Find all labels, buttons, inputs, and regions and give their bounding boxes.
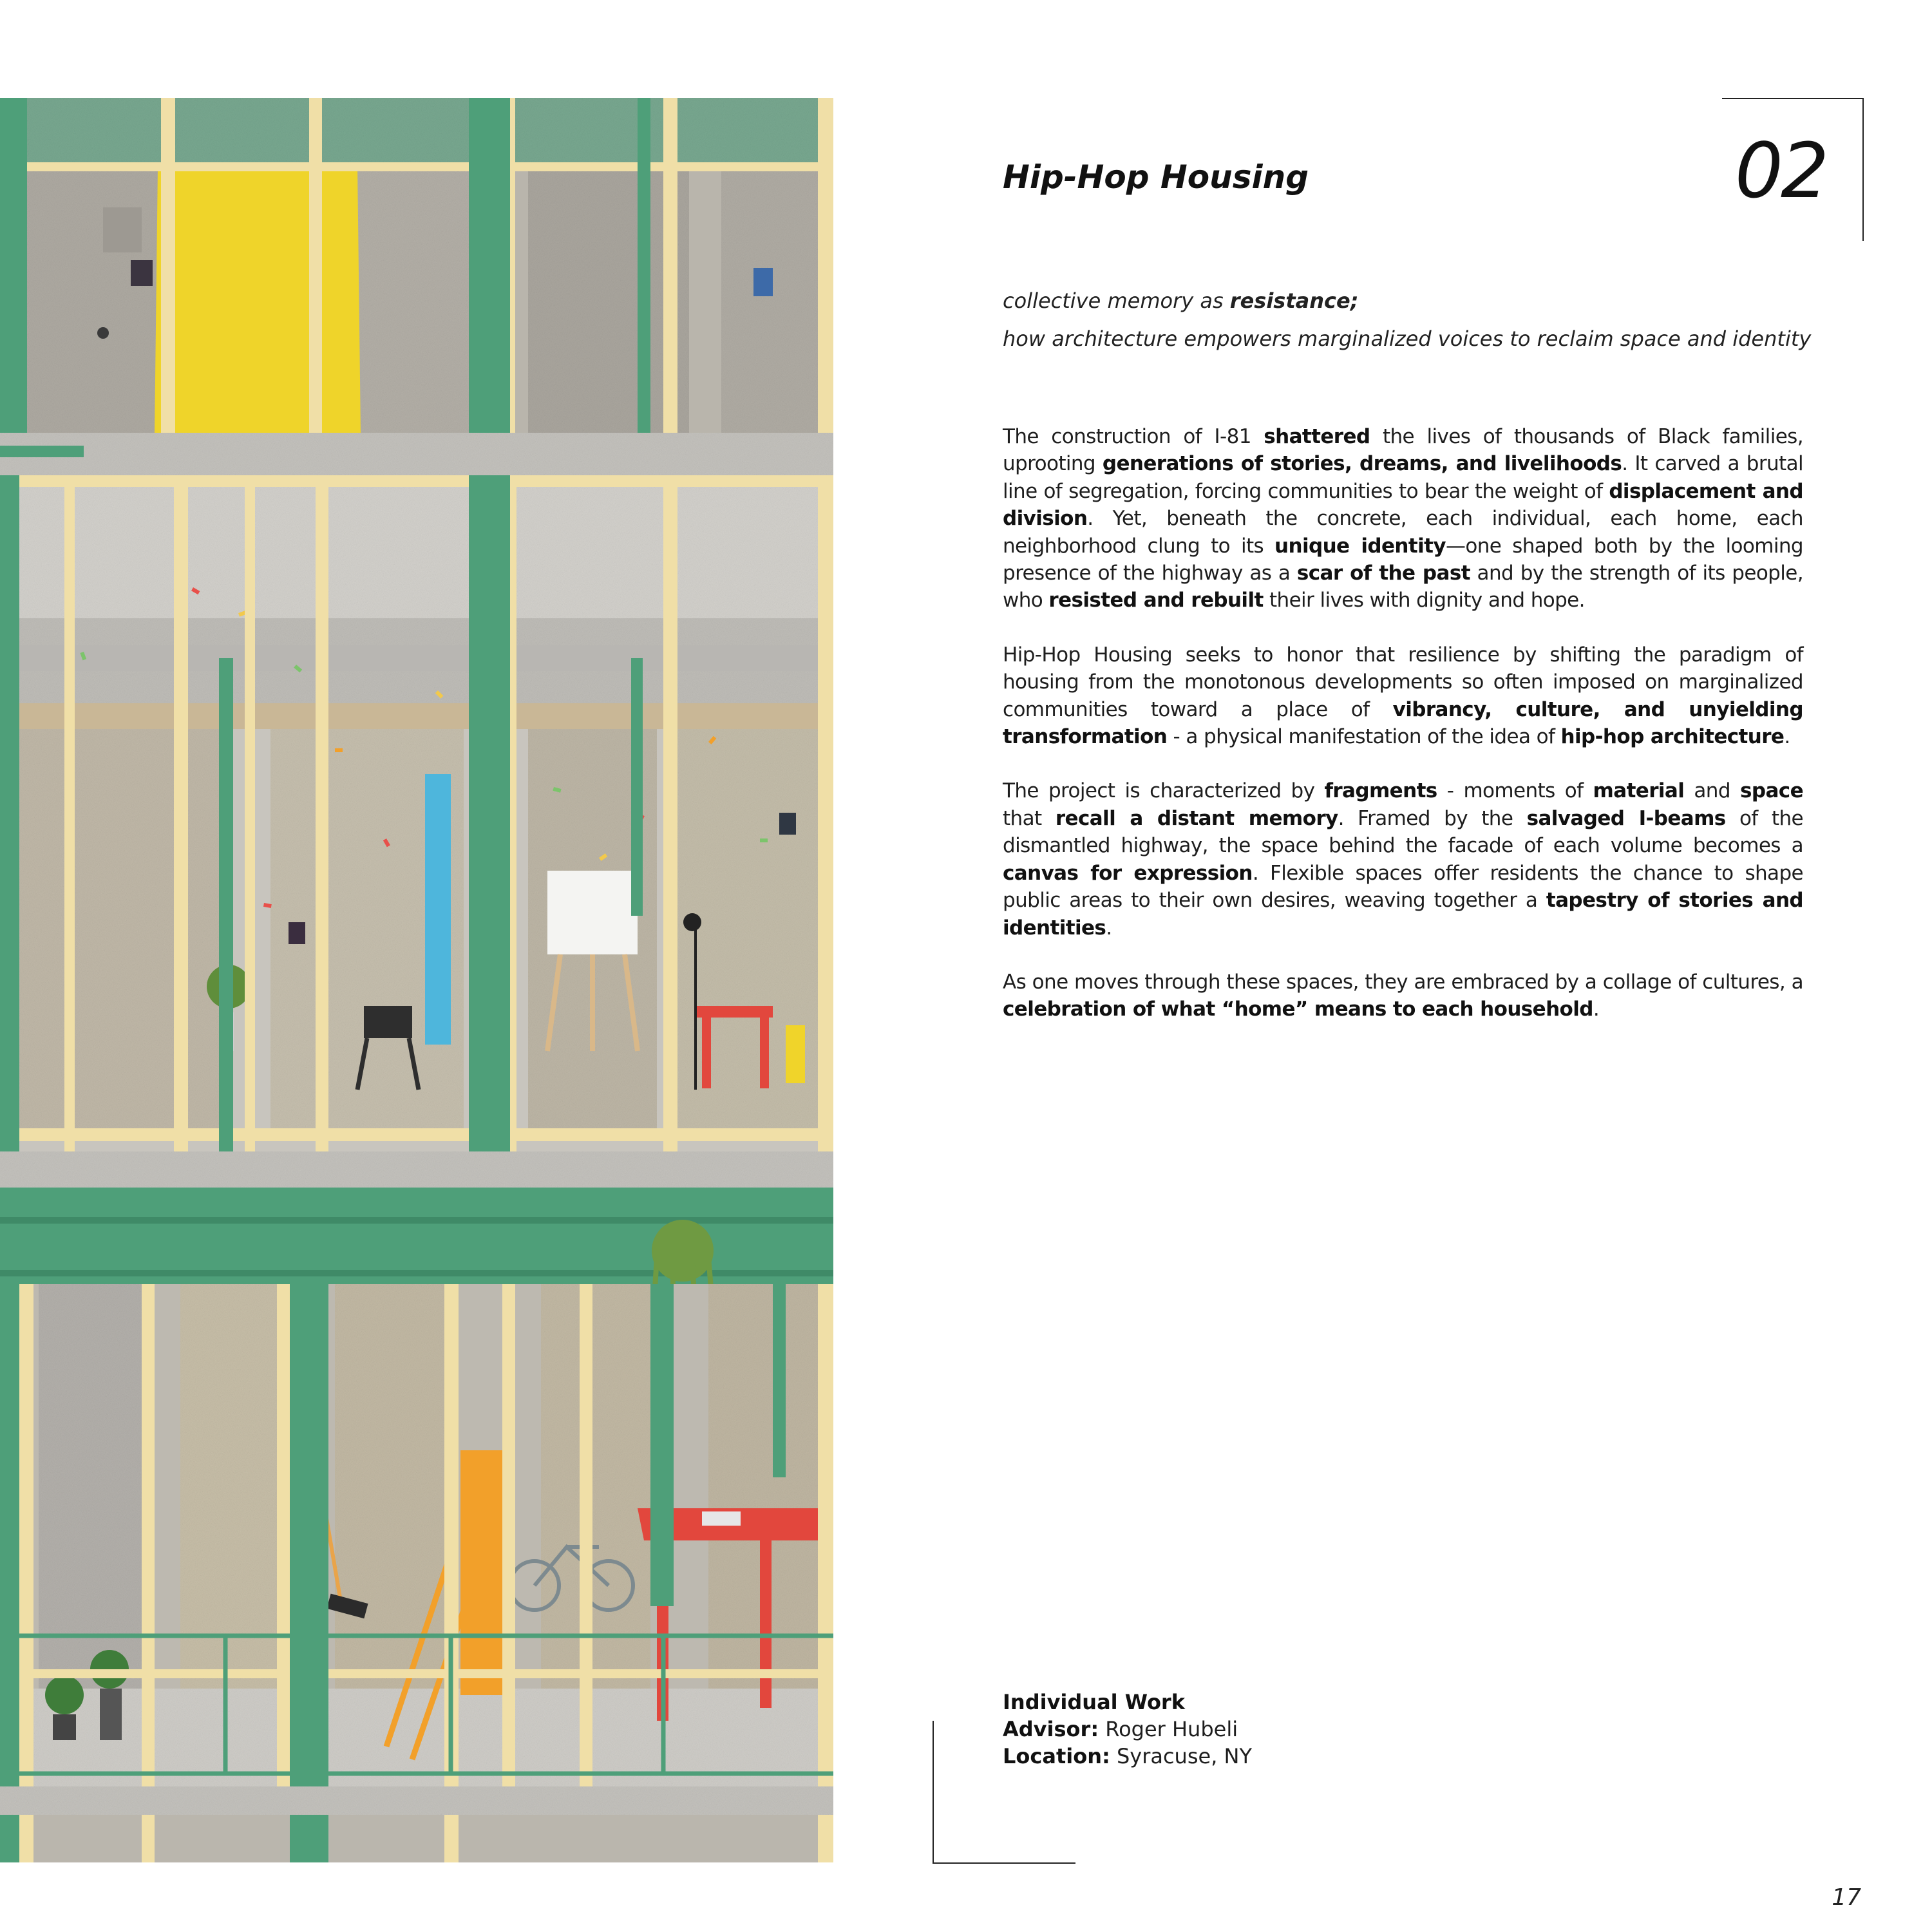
emphasis-text: material	[1593, 779, 1685, 803]
subtitle-text: collective memory as	[1003, 289, 1230, 313]
body-text-run: —one shaped both by the looming presence of the highway as a	[1003, 534, 1803, 585]
emphasis-text: fragments	[1324, 779, 1437, 803]
floor-4-interior	[0, 1815, 833, 1862]
emphasis-text: tapestry of stories and identities	[1003, 889, 1804, 940]
poster	[753, 268, 773, 296]
emphasis-text: space	[1740, 779, 1803, 803]
location-name: Syracuse, NY	[1110, 1744, 1253, 1768]
work-type: Individual Work	[1003, 1690, 1185, 1714]
corner-line-bottom-horizontal	[933, 1862, 1075, 1864]
subtitle-line-1	[1003, 289, 1358, 313]
folding-chair	[364, 1006, 412, 1038]
location	[1003, 1743, 1252, 1770]
body-paragraph	[1003, 641, 1803, 751]
concrete-slab	[0, 1786, 833, 1815]
body-text-run: .	[1106, 916, 1112, 940]
corner-line-bottom-vertical	[933, 1721, 934, 1864]
hip-hop-housing-section-illustration	[0, 98, 833, 1862]
body-text-run: Hip-Hop Housing seeks to honor that resilience by shifting the paradigm of housing from the monotonous developments so often imposed on marginalized communities toward a place of	[1003, 643, 1803, 721]
body-text-run: - a physical manifestation of the idea of	[1167, 725, 1561, 749]
body-text-run: . Framed by the	[1338, 806, 1527, 830]
emphasis-text: celebration of what “home” means to each household	[1003, 998, 1593, 1021]
green-wall-band	[0, 98, 833, 169]
emphasis-text: generations of stories, dreams, and livelihoods	[1102, 452, 1622, 476]
project-number: 02	[1734, 126, 1827, 215]
body-text-run: - moments of	[1437, 779, 1593, 803]
body-text-run: the lives of thousands of Black families, uprooting	[1003, 425, 1803, 476]
poster	[131, 260, 153, 286]
emphasis-text: resisted and rebuilt	[1048, 589, 1264, 612]
body-text-run: that	[1003, 806, 1056, 830]
project-credits	[1003, 1689, 1252, 1770]
concrete-slab	[0, 433, 833, 475]
body-paragraph	[1003, 969, 1803, 1023]
project-description	[1003, 423, 1803, 1050]
project-title: Hip-Hop Housing	[1003, 158, 1309, 196]
subtitle-emphasis: resistance;	[1229, 289, 1359, 313]
emphasis-text: shattered	[1264, 425, 1370, 448]
location-label: Location:	[1003, 1744, 1110, 1768]
subtitle-line-2: how architecture empowers marginalized voices to reclaim space and identity	[1003, 327, 1812, 351]
body-text-run: and by the strength of its people, who	[1003, 562, 1803, 612]
yellow-curtain	[155, 164, 361, 433]
emphasis-text: vibrancy, culture, and unyielding transformation	[1003, 697, 1803, 749]
body-text-run: . Flexible spaces offer residents the chance to shape public areas to their own desires, weaving together a	[1003, 861, 1803, 913]
corner-line-top-vertical	[1862, 98, 1864, 241]
red-table	[696, 1006, 773, 1018]
body-text-run: The project is characterized by	[1003, 779, 1325, 803]
blue-panel	[425, 774, 451, 1045]
page-number: 17	[1832, 1884, 1861, 1911]
concrete-slab	[0, 1151, 833, 1188]
emphasis-text: recall a distant memory	[1055, 806, 1338, 830]
body-text-run: .	[1784, 725, 1790, 749]
emphasis-text: salvaged I-beams	[1526, 806, 1726, 830]
emphasis-text: hip-hop architecture	[1560, 725, 1785, 749]
body-text-run: their lives with dignity and hope.	[1263, 589, 1585, 612]
body-text-run: As one moves through these spaces, they are embraced by a collage of cultures, a	[1003, 970, 1803, 994]
body-text-run: . It carved a brutal line of segregation, forcing communities to bear the weight of	[1003, 452, 1803, 503]
emphasis-text: unique identity	[1274, 534, 1446, 558]
easel-canvas	[547, 871, 638, 954]
body-text-run: . Yet, beneath the concrete, each individual, each home, each neighborhood clung to its	[1003, 507, 1803, 558]
corner-line-top-horizontal	[1722, 98, 1864, 99]
body-paragraph	[1003, 423, 1803, 614]
potted-plant	[45, 1676, 84, 1714]
body-text-run: .	[1593, 998, 1600, 1021]
body-text-run: The construction of I-81	[1003, 425, 1264, 448]
body-text-run: and	[1684, 779, 1741, 803]
emphasis-text: scar of the past	[1296, 562, 1470, 585]
emphasis-text: displacement and division	[1003, 479, 1803, 531]
advisor-label: Advisor:	[1003, 1717, 1099, 1741]
advisor	[1003, 1716, 1252, 1743]
body-paragraph	[1003, 777, 1803, 941]
advisor-name: Roger Hubeli	[1099, 1717, 1238, 1741]
emphasis-text: canvas for expression	[1003, 861, 1253, 885]
hanging-plant	[652, 1220, 714, 1282]
body-text-run: of the dismantled highway, the space behind the facade of each volume becomes a	[1003, 806, 1803, 858]
